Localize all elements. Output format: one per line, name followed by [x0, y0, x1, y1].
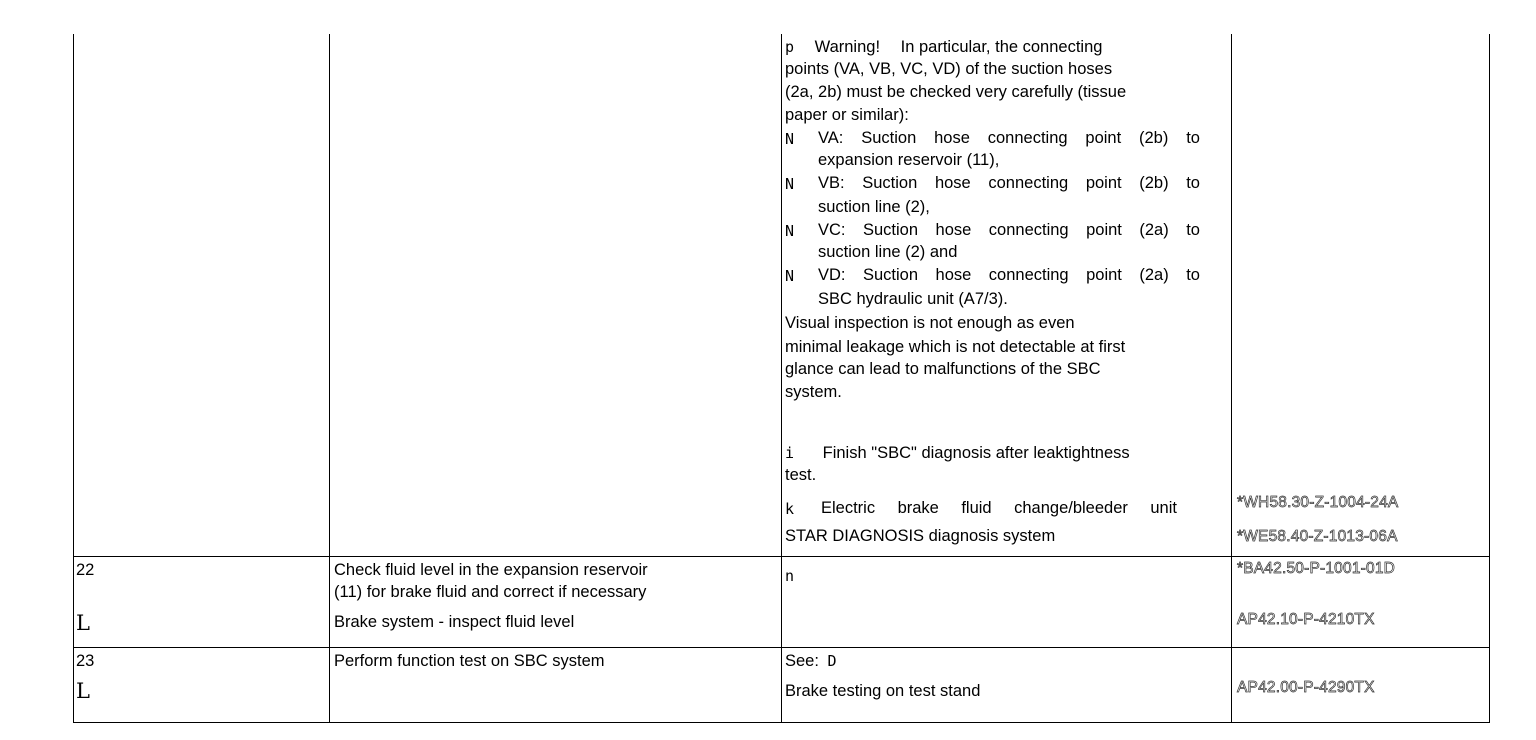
step-description: Perform function test on SBC system — [334, 652, 605, 670]
point-text: VB: — [818, 174, 845, 192]
point-text: VC: — [818, 221, 846, 239]
step-marker-icon: L — [76, 611, 90, 635]
note-text: Visual inspection is not enough as even — [785, 314, 1075, 332]
warning-text: paper or similar): — [785, 106, 909, 124]
note-text: glance can lead to malfunctions of the SBC — [785, 360, 1101, 378]
row-divider-23 — [73, 647, 1490, 648]
step-marker-icon: L — [76, 679, 90, 703]
bullet-icon: N — [785, 175, 795, 193]
point-text: SBC hydraulic unit (A7/3). — [818, 290, 1008, 308]
tool-text: unit — [1150, 499, 1177, 517]
point-text: expansion reservoir (11), — [818, 151, 1000, 169]
point-text: Suction — [862, 174, 918, 192]
note-text: system. — [785, 383, 842, 401]
point-text: point — [1086, 221, 1122, 239]
warning-text: (2a, 2b) must be checked very carefully (tissue — [785, 83, 1127, 101]
point-text: (2a) — [1139, 221, 1169, 239]
table-border-bottom — [73, 722, 1490, 723]
point-text: connecting — [988, 221, 1069, 239]
bullet-icon: N — [785, 222, 795, 240]
step-link[interactable]: Brake testing on test stand — [785, 682, 981, 700]
point-text: hose — [934, 129, 970, 147]
point-text: connecting — [988, 266, 1069, 284]
warning-text: In particular, the connecting — [900, 38, 1103, 56]
document-icon: D — [827, 652, 837, 670]
note-text: minimal leakage which is not detectable at first — [785, 338, 1126, 356]
bullet-icon: N — [785, 267, 795, 285]
info-icon: i — [785, 444, 795, 462]
point-text: to — [1186, 266, 1200, 284]
column-divider-2 — [781, 34, 782, 723]
point-text: suction line (2) and — [818, 243, 958, 261]
point-text: to — [1186, 174, 1200, 192]
tool-icon: k — [785, 500, 795, 518]
point-text: (2a) — [1139, 266, 1169, 284]
note-text: test. — [785, 466, 817, 484]
point-text: point — [1085, 129, 1122, 147]
tool-text: fluid — [961, 499, 992, 517]
warning-text: points (VA, VB, VC, VD) of the suction hoses — [785, 60, 1113, 78]
point-text: hose — [935, 221, 972, 239]
see-label: See: — [785, 652, 819, 670]
table-border-right — [1489, 34, 1490, 723]
point-text: to — [1186, 221, 1200, 239]
bullet-icon: N — [785, 130, 795, 148]
step-number: 22 — [76, 561, 95, 579]
tool-text: change/bleeder — [1014, 499, 1128, 517]
step-description: (11) for brake fluid and correct if necessary — [334, 583, 647, 601]
point-text: Suction — [861, 129, 917, 147]
point-text: connecting — [988, 174, 1069, 192]
tool-text: Electric — [821, 499, 876, 517]
point-text: to — [1186, 129, 1200, 147]
row-divider-22 — [73, 556, 1490, 557]
column-divider-1 — [329, 34, 330, 723]
reference-link[interactable]: *WE58.40-Z-1013-06A — [1237, 528, 1398, 545]
tool-text: STAR DIAGNOSIS diagnosis system — [785, 527, 1056, 545]
step-number: 23 — [76, 652, 95, 670]
point-text: (2b) — [1139, 129, 1169, 147]
point-text: connecting — [987, 129, 1068, 147]
reference-link[interactable]: AP42.00-P-4290TX — [1237, 679, 1375, 696]
note-text: Finish "SBC" diagnosis after leaktightness — [822, 444, 1130, 462]
column-divider-3 — [1231, 34, 1232, 723]
reference-link[interactable]: *WH58.30-Z-1004-24A — [1237, 494, 1399, 511]
step-description: Check fluid level in the expansion reservoir — [334, 561, 648, 579]
point-text: Suction — [863, 221, 919, 239]
point-text: point — [1085, 174, 1122, 192]
reference-link[interactable]: *BA42.50-P-1001-01D — [1237, 560, 1396, 577]
reference-link[interactable]: AP42.10-P-4210TX — [1237, 611, 1375, 628]
notes-icon: n — [785, 567, 795, 585]
point-text: suction line (2), — [818, 198, 930, 216]
point-text: Suction — [863, 266, 919, 284]
tool-text: brake — [897, 499, 939, 517]
point-text: VD: — [818, 266, 846, 284]
point-text: hose — [935, 266, 972, 284]
step-link[interactable]: Brake system - inspect fluid level — [334, 613, 575, 631]
warning-label: Warning! — [814, 38, 881, 56]
table-border-left — [73, 34, 74, 723]
point-text: (2b) — [1139, 174, 1169, 192]
warning-icon: p — [785, 38, 795, 56]
point-text: VA: — [818, 129, 844, 147]
point-text: point — [1086, 266, 1122, 284]
point-text: hose — [934, 174, 971, 192]
